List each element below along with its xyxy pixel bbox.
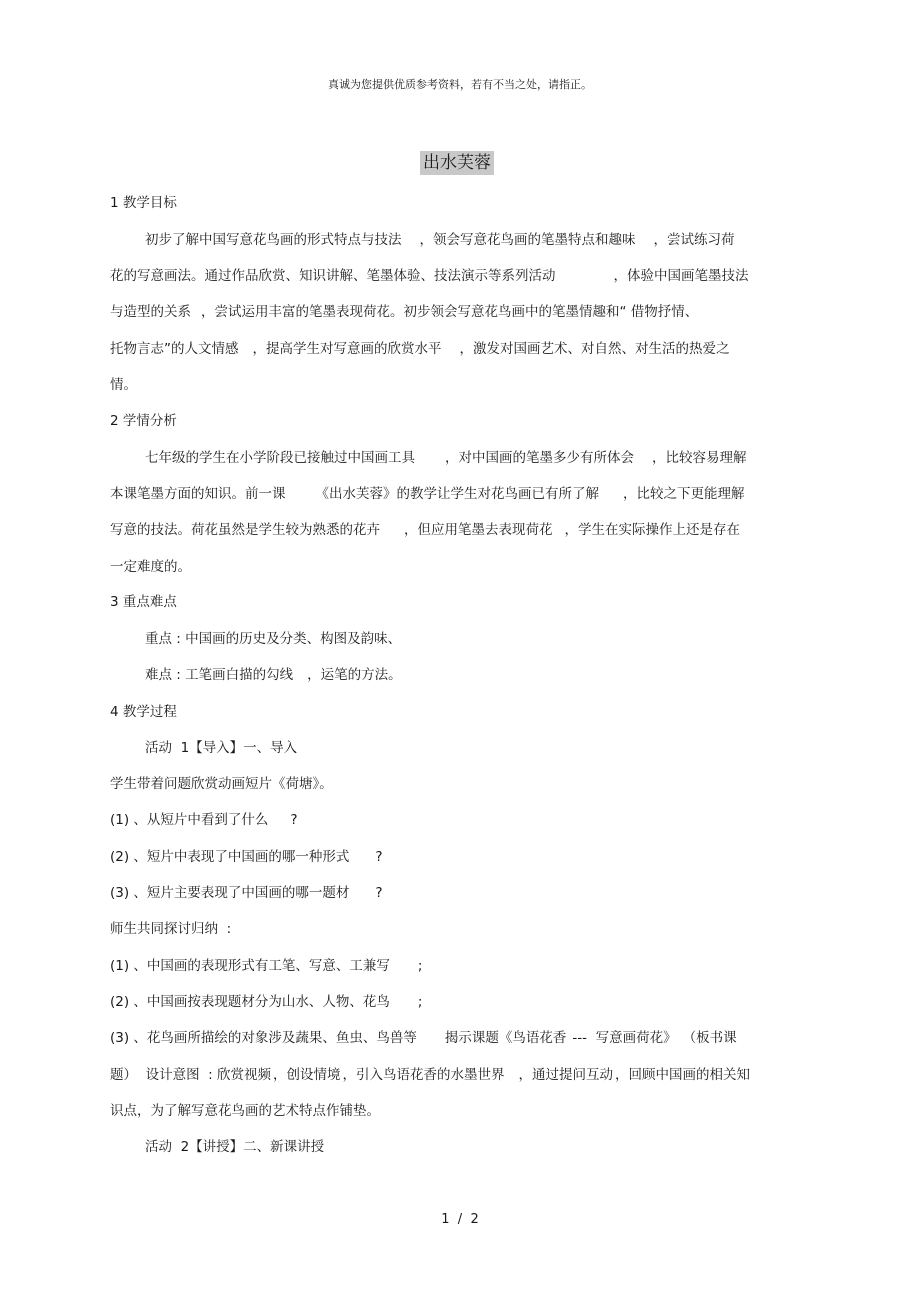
answer-line: (1) 、中国画的表现形式有工笔、写意、工兼写 ; [110, 958, 423, 974]
paragraph-line: 初步了解中国写意花鸟画的形式特点与技法 ，领会写意花鸟画的笔墨特点和趣味 ，尝试练习荷 [145, 232, 735, 248]
paragraph-line: 与造型的关系 ，尝试运用丰富的笔墨表现荷花。初步领会写意花鸟画中的笔墨情趣和“ 借物抒情、 [110, 304, 699, 320]
paragraph-line: 学生带着问题欣赏动画短片《荷塘》。 [110, 776, 333, 792]
question-line: (3) 、短片主要表现了中国画的哪一题材 ? [110, 885, 383, 901]
paragraph-line: 识点，为了解写意花鸟画的艺术特点作铺垫。 [110, 1103, 380, 1119]
activity-1-heading: 活动 1【导入】一、导入 [145, 740, 298, 756]
section-heading-objectives: 1 教学目标 [110, 195, 177, 211]
paragraph-line: 情。 [110, 377, 137, 393]
paragraph-line: 题） 设计意图 : 欣赏视频 ，创设情境 ，引入鸟语花香的水墨世界 ，通过提问互动 ，回顾中国画的相关知 [110, 1067, 751, 1083]
page-number: 1 / 2 [441, 1212, 479, 1227]
paragraph-line: 一定难度的。 [110, 559, 191, 575]
paragraph-line: 七年级的学生在小学阶段已接触过中国画工具 ，对中国画的笔墨多少有所体会 ，比较容易理解 [145, 450, 747, 466]
section-heading-key-points: 3 重点难点 [110, 594, 177, 610]
section-heading-analysis: 2 学情分析 [110, 413, 177, 429]
paragraph-line: 写意的技法。荷花虽然是学生较为熟悉的花卉 ，但应用笔墨去表现荷花 ，学生在实际操作上还是存在 [110, 522, 740, 538]
paragraph-line: 师生共同探讨归纳 : [110, 921, 232, 937]
answer-line: (2) 、中国画按表现题材分为山水、人物、花鸟 ; [110, 994, 423, 1010]
activity-2-heading: 活动 2【讲授】二、新课讲授 [145, 1139, 325, 1155]
section-heading-process: 4 教学过程 [110, 704, 177, 720]
page-header-note: 真诚为您提供优质参考资料，若有不当之处，请指正。 [328, 78, 592, 91]
key-point-line: 重点 : 中国画的历史及分类、构图及韵味、 [145, 631, 402, 647]
answer-line: (3) 、花鸟画所描绘的对象涉及蔬果、鱼虫、鸟兽等 揭示课题《鸟语花香 --- 写意画荷花》 （板书课 [110, 1030, 737, 1046]
question-line: (2) 、短片中表现了中国画的哪一种形式 ? [110, 849, 383, 865]
paragraph-line: 花的写意画法。通过作品欣赏、知识讲解、笔墨体验、技法演示等系列活动 ，体验中国画笔墨技法 [110, 268, 749, 284]
paragraph-line: 本课笔墨方面的知识。前一课 《出水芙蓉》的教学让学生对花鸟画已有所了解 ，比较之下更能理解 [110, 486, 745, 502]
document-title: 出水芙蓉 [420, 151, 494, 175]
paragraph-line: 托物言志”的人文情感 ，提高学生对写意画的欣赏水平 ，激发对国画艺术、对自然、对生活的热爱之 [110, 341, 730, 357]
question-line: (1) 、从短片中看到了什么 ? [110, 812, 298, 828]
difficulty-line: 难点 : 工笔画白描的勾线 ，运笔的方法。 [145, 667, 402, 683]
